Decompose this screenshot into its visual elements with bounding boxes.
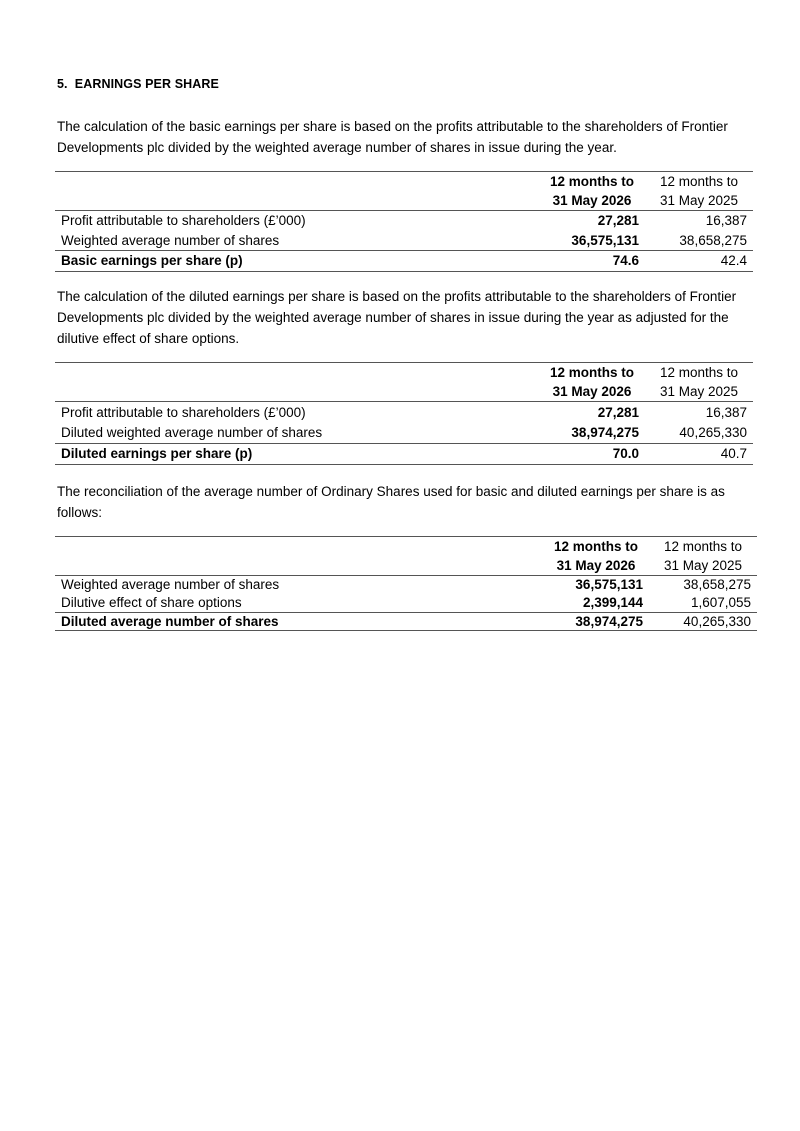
total-current-value: 38,974,275 (543, 613, 649, 631)
prior-value: 16,387 (705, 404, 747, 420)
column-header-current-date: 31 May 2026 (539, 191, 645, 211)
total-row (55, 444, 753, 465)
reconciliation-description: The reconciliation of the average number of Ordinary Shares used for basic and diluted earnings per share is as follows: (57, 484, 725, 520)
total-row (55, 613, 757, 631)
total-current-value: 74.6 (539, 251, 645, 272)
prior-value: 38,658,275 (679, 232, 747, 248)
basic-eps-description: The calculation of the basic earnings per share is based on the profits attributable to the shareholders of Frontier Developments plc divided by the weighted average number of shares in issue during the year. (57, 119, 728, 155)
total-prior-value: 40.7 (645, 444, 753, 465)
table-header-row (55, 382, 753, 402)
total-prior-value: 40,265,330 (649, 613, 757, 631)
total-current-value: 70.0 (539, 444, 645, 465)
column-header-current-date: 31 May 2026 (539, 382, 645, 402)
column-header-prior: 12 months to (645, 363, 753, 383)
row-label: Dilutive effect of share options (61, 595, 242, 610)
table-header-row (55, 191, 753, 211)
table-row (55, 402, 753, 423)
row-label: Diluted weighted average number of shares (61, 425, 323, 440)
total-label: Basic earnings per share (p) (55, 251, 539, 272)
total-prior-value: 42.4 (645, 251, 753, 272)
prior-value: 16,387 (705, 213, 747, 228)
current-value: 27,281 (597, 213, 639, 228)
table-row (55, 576, 757, 595)
table-header-row (55, 363, 753, 383)
column-header-prior: 12 months to (649, 537, 757, 557)
total-label: Diluted average number of shares (55, 613, 543, 631)
column-header-prior-date: 31 May 2025 (645, 382, 753, 402)
prior-value: 40,265,330 (679, 425, 747, 440)
prior-value: 1,607,055 (690, 595, 751, 610)
diluted-eps-description: The calculation of the diluted earnings per share is based on the profits attributable to the shareholders of Frontier Developments plc divided by the weighted average number of shares in issue during the year as adjusted for the dilutive effect of share options. (57, 289, 737, 346)
table-row (55, 231, 753, 251)
prior-value: 38,658,275 (683, 577, 751, 592)
current-value: 36,575,131 (575, 577, 643, 592)
column-header-current: 12 months to (539, 172, 645, 192)
column-header-current: 12 months to (543, 537, 649, 557)
row-label: Weighted average number of shares (61, 232, 280, 248)
current-value: 36,575,131 (571, 232, 639, 248)
table-row (55, 211, 753, 231)
column-header-prior-date: 31 May 2025 (645, 191, 753, 211)
table-header-row (55, 172, 753, 192)
current-value: 38,974,275 (571, 425, 639, 440)
column-header-current: 12 months to (539, 363, 645, 383)
diluted-eps-table (55, 362, 753, 465)
total-row (55, 251, 753, 272)
section-heading: 5. EARNINGS PER SHARE (57, 77, 219, 91)
row-label: Weighted average number of shares (61, 577, 280, 592)
table-header-row (55, 537, 757, 557)
column-header-prior: 12 months to (645, 172, 753, 192)
column-header-current-date: 31 May 2026 (543, 556, 649, 576)
current-value: 27,281 (597, 404, 639, 420)
table-row (55, 594, 757, 613)
column-header-prior-date: 31 May 2025 (649, 556, 757, 576)
table-header-row (55, 556, 757, 576)
total-label: Diluted earnings per share (p) (55, 444, 539, 465)
reconciliation-table (55, 536, 757, 631)
row-label: Profit attributable to shareholders (£’000) (61, 404, 306, 420)
current-value: 2,399,144 (582, 595, 643, 610)
row-label: Profit attributable to shareholders (£’000) (61, 213, 306, 228)
basic-eps-table (55, 171, 753, 272)
table-row (55, 423, 753, 444)
